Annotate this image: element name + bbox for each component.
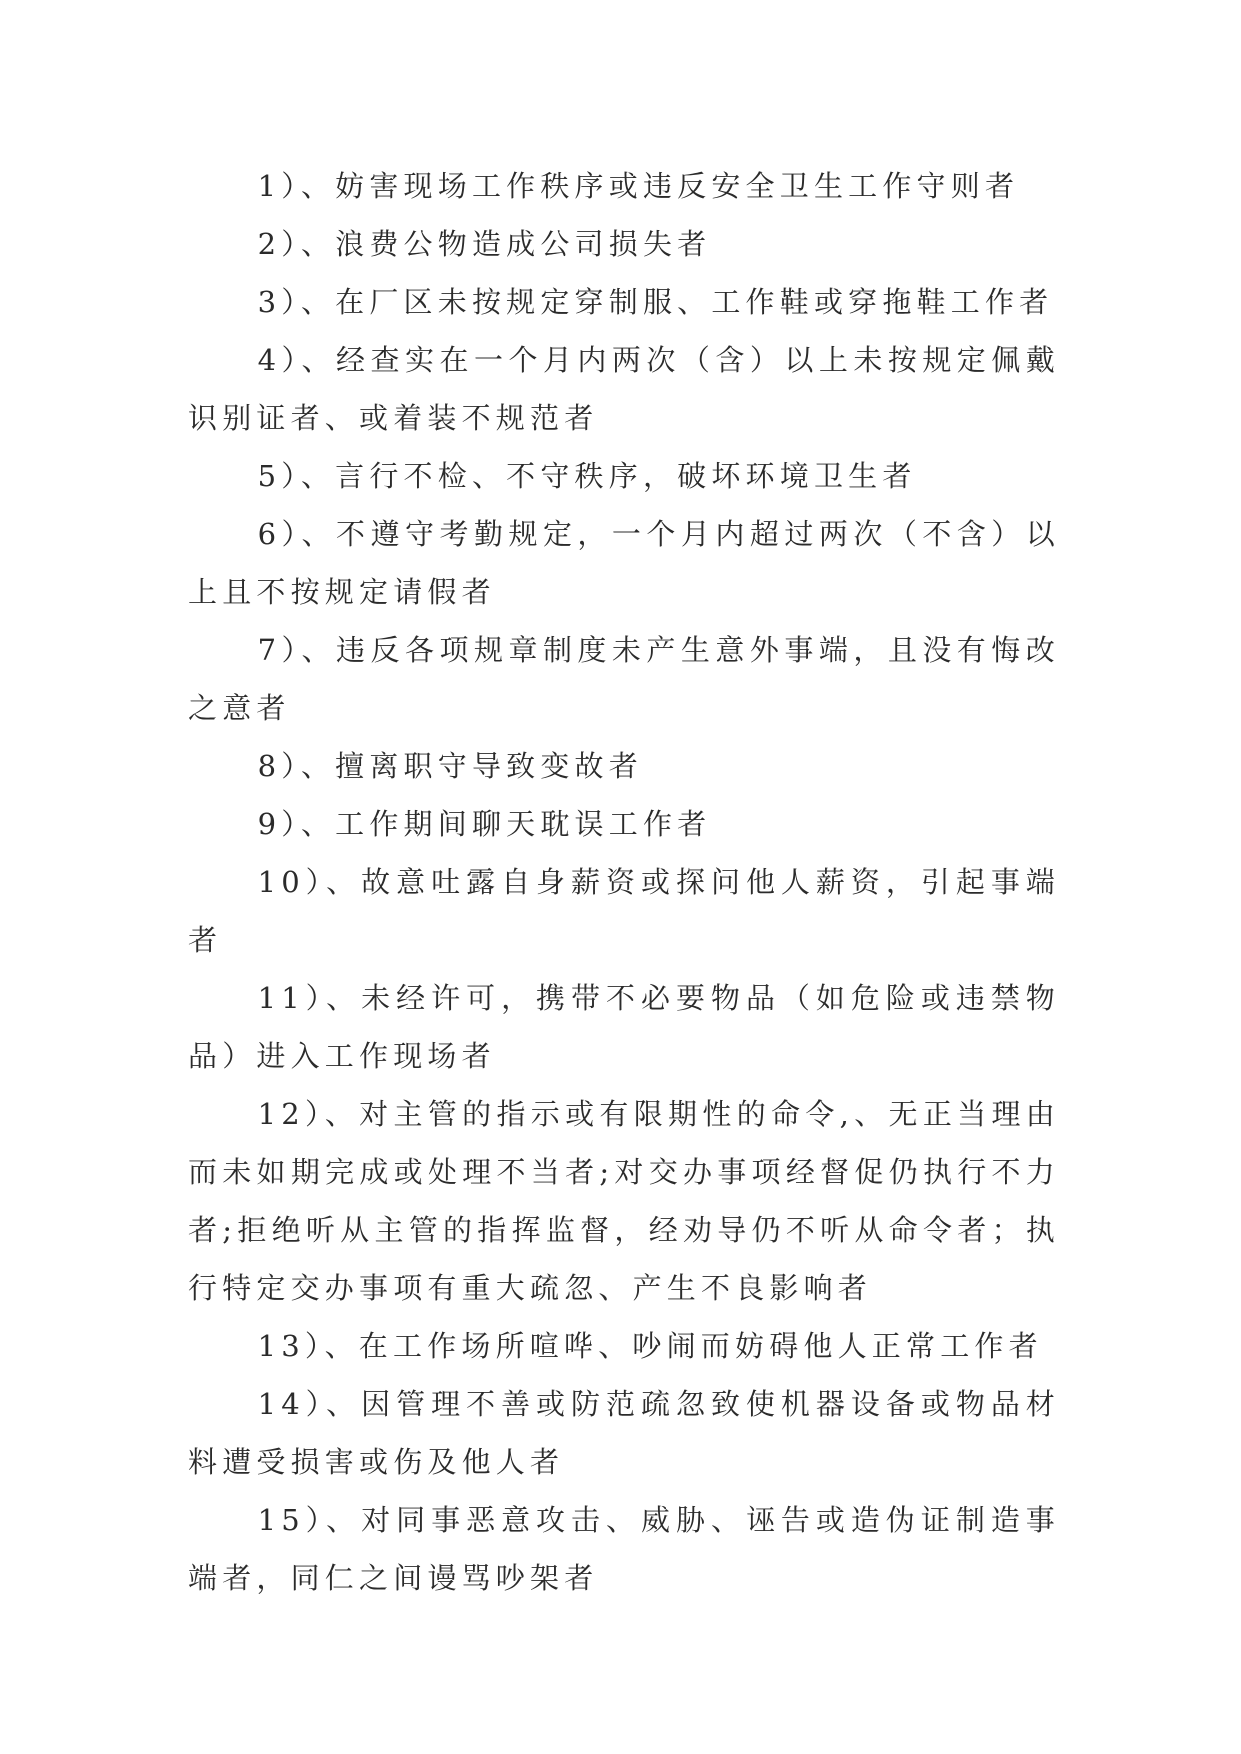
rule-item-1: 1）、妨害现场工作秩序或违反安全卫生工作守则者 [257, 169, 1020, 203]
rule-item-5: 5）、言行不检、不守秩序，破坏环境卫生者 [257, 459, 917, 493]
rule-item-7: 7）、违反各项规章制度未产生意外事端，且没有悔改之意者 [188, 633, 1060, 725]
rule-item-9: 9）、工作期间聊天耽误工作者 [257, 807, 712, 841]
rule-item-3: 3）、在厂区未按规定穿制服、工作鞋或穿拖鞋工作者 [257, 285, 1054, 319]
rules-list [188, 157, 1060, 1607]
rule-item-13: 13）、在工作场所喧哗、吵闹而妨碍他人正常工作者 [257, 1329, 1043, 1363]
rule-item-11: 11）、未经许可，携带不必要物品（如危险或违禁物品）进入工作现场者 [188, 981, 1060, 1073]
rule-item-2: 2）、浪费公物造成公司损失者 [257, 227, 712, 261]
rule-item-4: 4）、经查实在一个月内两次（含）以上未按规定佩戴识别证者、或着装不规范者 [188, 343, 1060, 435]
rule-item-6: 6）、不遵守考勤规定，一个月内超过两次（不含）以上且不按规定请假者 [188, 517, 1060, 609]
rule-item-10: 10）、故意吐露自身薪资或探问他人薪资，引起事端者 [188, 865, 1060, 957]
rule-item-12: 12）、对主管的指示或有限期性的命令,、无正当理由而未如期完成或处理不当者;对交办事项经督促仍执行不力者;拒绝听从主管的指挥监督，经劝导仍不听从命令者；执行特定交办事项有重大疏忽、产生不良影响者 [188, 1097, 1060, 1305]
rule-item-14: 14）、因管理不善或防范疏忽致使机器设备或物品材料遭受损害或伤及他人者 [188, 1387, 1060, 1479]
rule-item-15: 15）、对同事恶意攻击、威胁、诬告或造伪证制造事端者，同仁之间谩骂吵架者 [188, 1503, 1060, 1595]
rule-item-8: 8）、擅离职守导致变故者 [257, 749, 643, 783]
